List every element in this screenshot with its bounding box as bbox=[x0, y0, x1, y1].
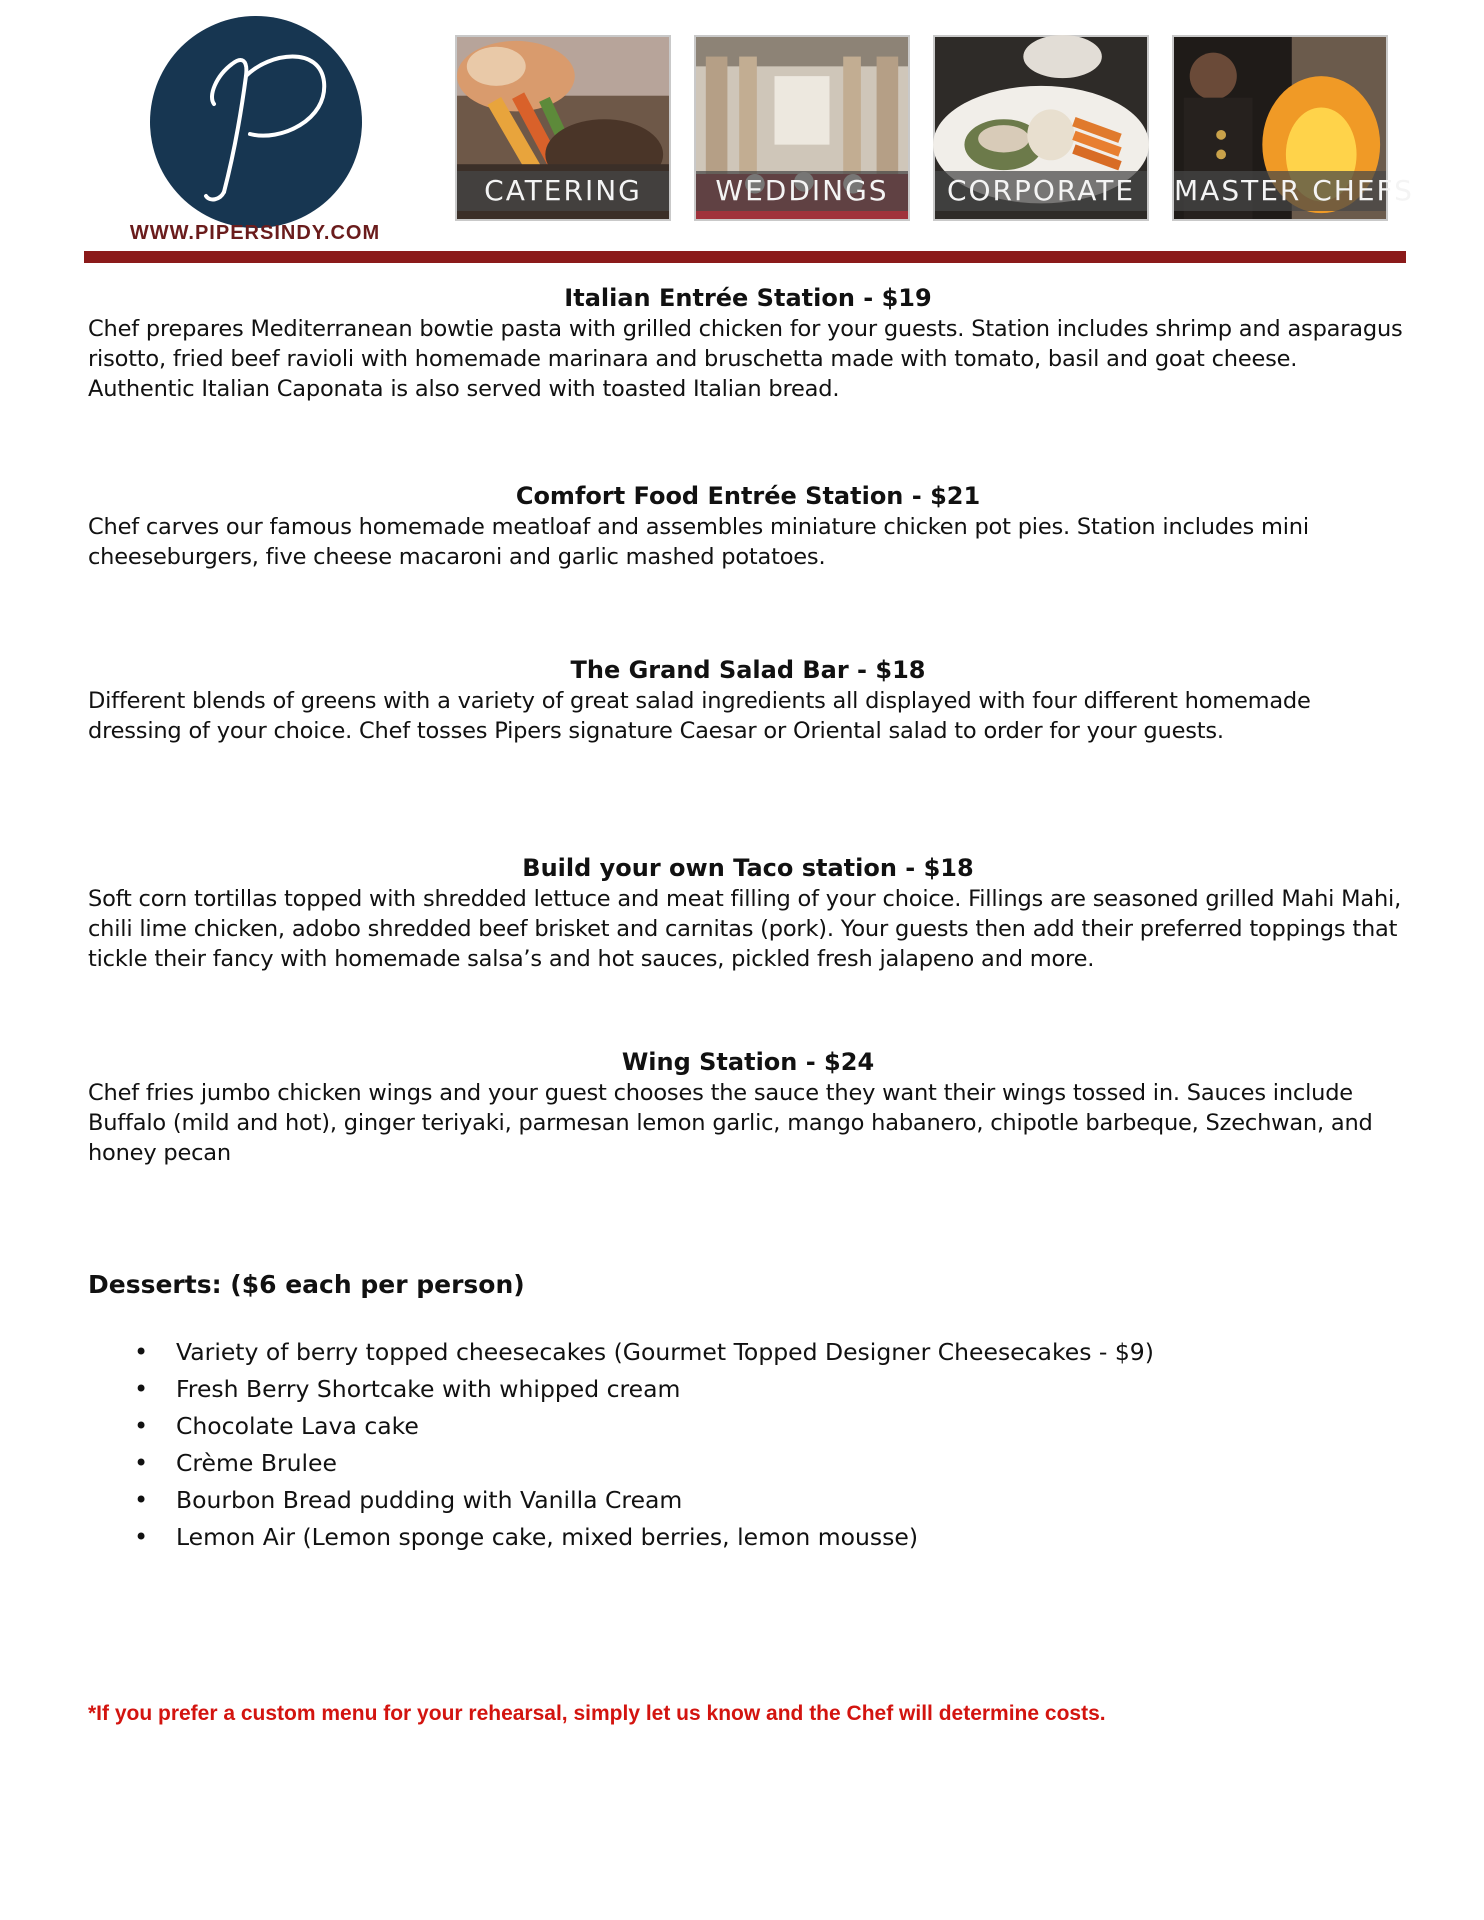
station-title: Italian Entrée Station - $19 bbox=[564, 284, 932, 312]
logo-p-mark bbox=[150, 16, 362, 228]
station-description: Chef carves our famous homemade meatloaf and assembles miniature chicken pot pies. Station includes mini cheeseburgers, five cheese macaroni and garlic mashed potatoes. bbox=[88, 514, 1309, 570]
nav-label-corporate: CORPORATE bbox=[935, 171, 1147, 211]
nav-label-catering: CATERING bbox=[457, 171, 669, 211]
dessert-item: • Bourbon Bread pudding with Vanilla Cream bbox=[88, 1482, 1408, 1519]
dessert-item: • Chocolate Lava cake bbox=[88, 1408, 1408, 1445]
station-italian bbox=[88, 282, 1408, 404]
station-comfort-food bbox=[88, 480, 1408, 572]
nav-tile-catering[interactable] bbox=[455, 35, 671, 221]
custom-menu-note: *If you prefer a custom menu for your rehearsal, simply let us know and the Chef will determine costs. bbox=[88, 1702, 1106, 1725]
pipers-logo[interactable] bbox=[150, 16, 362, 228]
desserts-list bbox=[88, 1334, 1408, 1556]
station-wing bbox=[88, 1046, 1408, 1168]
dessert-item: • Lemon Air (Lemon sponge cake, mixed berries, lemon mousse) bbox=[88, 1519, 1408, 1556]
website-url[interactable]: WWW.PIPERSINDY.COM bbox=[129, 222, 381, 244]
nav-tile-weddings[interactable] bbox=[694, 35, 910, 221]
nav-label-master-chefs: MASTER CHEFS bbox=[1174, 171, 1386, 211]
nav-tile-master-chefs[interactable] bbox=[1172, 35, 1414, 221]
station-description: Chef prepares Mediterranean bowtie pasta with grilled chicken for your guests. Station includes shrimp and asparagus risotto, fried beef ravioli with homemade marinara and bruschetta made with tomato, basil and goat cheese. Authentic Italian Caponata is also served with toasted Italian bread. bbox=[88, 316, 1403, 402]
station-title: Comfort Food Entrée Station - $21 bbox=[515, 482, 981, 510]
station-title: The Grand Salad Bar - $18 bbox=[570, 656, 926, 684]
station-title: Wing Station - $24 bbox=[621, 1048, 875, 1076]
station-description: Chef fries jumbo chicken wings and your guest chooses the sauce they want their wings tossed in. Sauces include Buffalo (mild and hot), ginger teriyaki, parmesan lemon garlic, mango habanero, chipotle barbeque, Szechwan, and honey pecan bbox=[88, 1080, 1373, 1166]
station-taco bbox=[88, 852, 1408, 974]
dessert-item: • Crème Brulee bbox=[88, 1445, 1408, 1482]
dessert-item: • Fresh Berry Shortcake with whipped cream bbox=[88, 1371, 1408, 1408]
station-description: Soft corn tortillas topped with shredded lettuce and meat filling of your choice. Fillings are seasoned grilled Mahi Mahi, chili lime chicken, adobo shredded beef brisket and carnitas (pork). Your guests then add their preferred toppings that tickle their fancy with homemade salsa’s and hot sauces, pickled fresh jalapeno and more. bbox=[88, 886, 1402, 972]
station-salad-bar bbox=[88, 654, 1408, 746]
dessert-item: • Variety of berry topped cheesecakes (Gourmet Topped Designer Cheesecakes - $9) bbox=[88, 1334, 1408, 1371]
station-title: Build your own Taco station - $18 bbox=[522, 854, 974, 882]
header-divider bbox=[84, 251, 1406, 263]
station-description: Different blends of greens with a variety of great salad ingredients all displayed with four different homemade dressing of your choice. Chef tosses Pipers signature Caesar or Oriental salad to order for your guests. bbox=[88, 688, 1311, 744]
nav-tile-corporate[interactable] bbox=[933, 35, 1149, 221]
nav-label-weddings: WEDDINGS bbox=[696, 171, 908, 211]
desserts-heading: Desserts: ($6 each per person) bbox=[88, 1270, 525, 1299]
